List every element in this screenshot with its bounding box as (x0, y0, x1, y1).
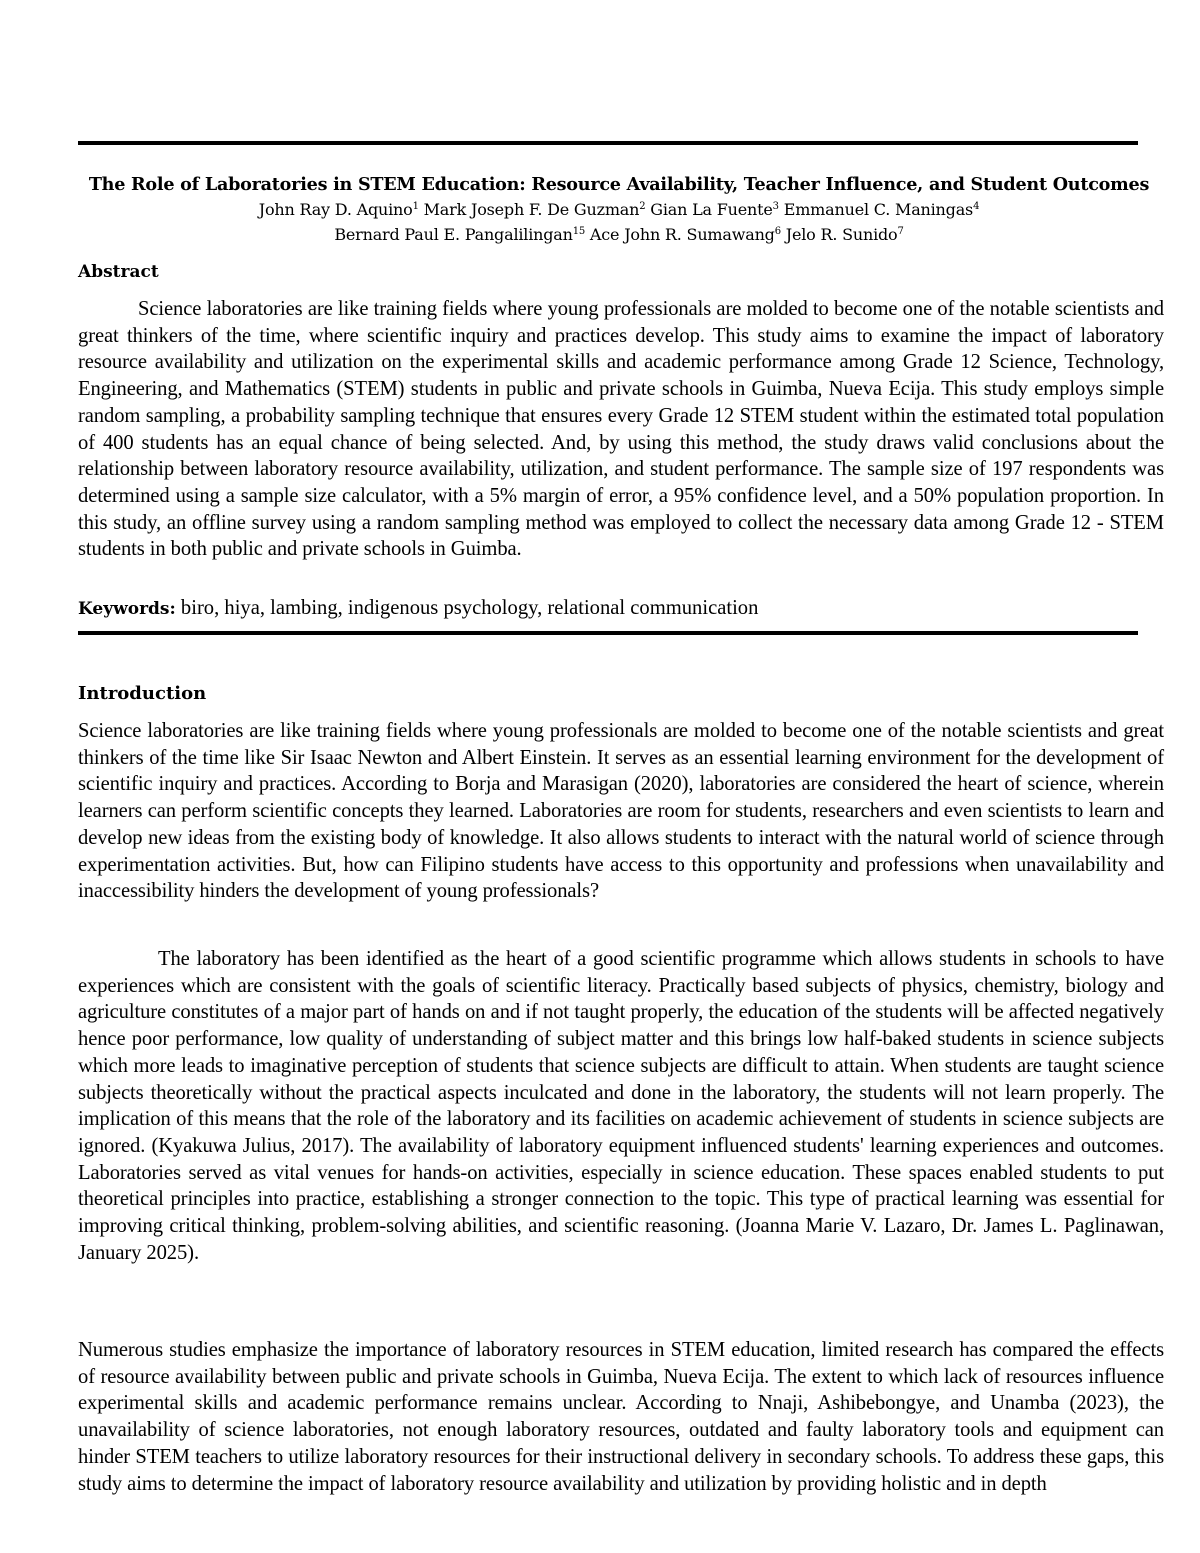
author-name: Jelo R. Sunido (785, 225, 898, 244)
abstract-heading: Abstract (78, 262, 159, 282)
author-affiliation: 1 (412, 201, 419, 212)
introduction-paragraph: Numerous studies emphasize the importance of laboratory resources in STEM education, limited research has compared the effects of resource availability between public and private schools in Guimba, Nueva Ecija. The extent to which lack of resources influence experimental skills and academic performance remains unclear. According to Nnaji, Ashibebongye, and Unamba (2023), the unavailability of science laboratories, not enough laboratory resources, outdated and faulty laboratory tools and equipment can hinder STEM teachers to utilize laboratory resources for their instructional delivery in secondary schools. To address these gaps, this study aims to determine the impact of laboratory resource availability and utilization by providing holistic and in depth (78, 1339, 1164, 1495)
author-affiliation: 6 (774, 226, 781, 237)
keywords-line (78, 595, 1164, 623)
author-name: Ace John R. Sumawang (589, 225, 775, 244)
introduction-paragraph: Science laboratories are like training fields where young professionals are molded to become one of the notable scientists and great thinkers of the time like Sir Isaac Newton and Albert Einstein. It serves as an essential learning environment for the development of scientific inquiry and practices. According to Borja and Marasigan (2020), laboratories are considered the heart of science, wherein learners can perform scientific concepts they learned. Laboratories are room for students, researchers and even scientists to learn and develop new ideas from the existing body of knowledge. It also allows students to interact with the natural world of science through experimentation activities. But, how can Filipino students have access to this opportunity and professions when unavailability and inaccessibility hinders the development of young professionals? (78, 720, 1164, 903)
author-name: Mark Joseph F. De Guzman (423, 200, 640, 219)
paper-title: The Role of Laboratories in STEM Education: Resource Availability, Teacher Influence, and Student Outcomes (88, 174, 1150, 195)
author-line-2 (36, 225, 1200, 244)
author-affiliation: 4 (973, 201, 980, 212)
keywords-label: Keywords: (78, 599, 176, 619)
author-name: Emmanuel C. Maningas (783, 200, 974, 219)
author-affiliation: 7 (897, 226, 904, 237)
author-name: John Ray D. Aquino (258, 200, 413, 219)
abstract-text: Science laboratories are like training fields where young professionals are molded to become one of the notable scientists and great thinkers of the time, where scientific inquiry and practices develop. This study aims to examine the impact of laboratory resource availability and utilization on the experimental skills and academic performance among Grade 12 Science, Technology, Engineering, and Mathematics (STEM) students in public and private schools in Guimba, Nueva Ecija. This study employs simple random sampling, a probability sampling technique that ensures every Grade 12 STEM student within the estimated total population of 400 students has an equal chance of being selected. And, by using this method, the study draws valid conclusions about the relationship between laboratory resource availability, utilization, and student performance. The sample size of 197 respondents was determined using a sample size calculator, with a 5% margin of error, a 95% confidence level, and a 50% population proportion. In this study, an offline survey using a random sampling method was employed to collect the necessary data among Grade 12 - STEM students in both public and private schools in Guimba. (78, 298, 1164, 561)
introduction-paragraph: The laboratory has been identified as the heart of a good scientific programme which allows students in schools to have experiences which are consistent with the goals of scientific literacy. Practically based subjects of physics, chemistry, biology and agriculture constitutes of a major part of hands on and if not taught properly, the education of the students will be affected negatively hence poor performance, low quality of understanding of subject matter and this brings low half-baked students in science subjects which more leads to imaginative perception of students that science subjects are difficult to attain. When students are taught science subjects theoretically without the practical aspects inculcated and done in the laboratory, the students will not learn properly. The implication of this means that the role of the laboratory and its facilities on academic achievement of students in science subjects are ignored. (Kyakuwa Julius, 2017). The availability of laboratory equipment influenced students' learning experiences and outcomes. Laboratories served as vital venues for hands-on activities, especially in science education. These spaces enabled students to put theoretical principles into practice, establishing a stronger connection to the topic. This type of practical learning was essential for improving critical thinking, problem-solving abilities, and scientific reasoning. (Joanna Marie V. Lazaro, Dr. James L. Paglinawan, January 2025). (78, 948, 1164, 1264)
author-line-1 (36, 200, 1200, 219)
author-affiliation: 15 (572, 226, 586, 237)
keywords-list: biro, hiya, lambing, indigenous psychology, relational communication (180, 597, 759, 619)
author-name: Bernard Paul E. Pangalilingan (334, 225, 573, 244)
header-rule-bottom (78, 631, 1138, 635)
author-name: Gian La Fuente (650, 200, 773, 219)
introduction-heading: Introduction (78, 683, 207, 704)
header-rule-top (78, 141, 1138, 145)
author-affiliation: 2 (639, 201, 646, 212)
author-affiliation: 3 (772, 201, 779, 212)
